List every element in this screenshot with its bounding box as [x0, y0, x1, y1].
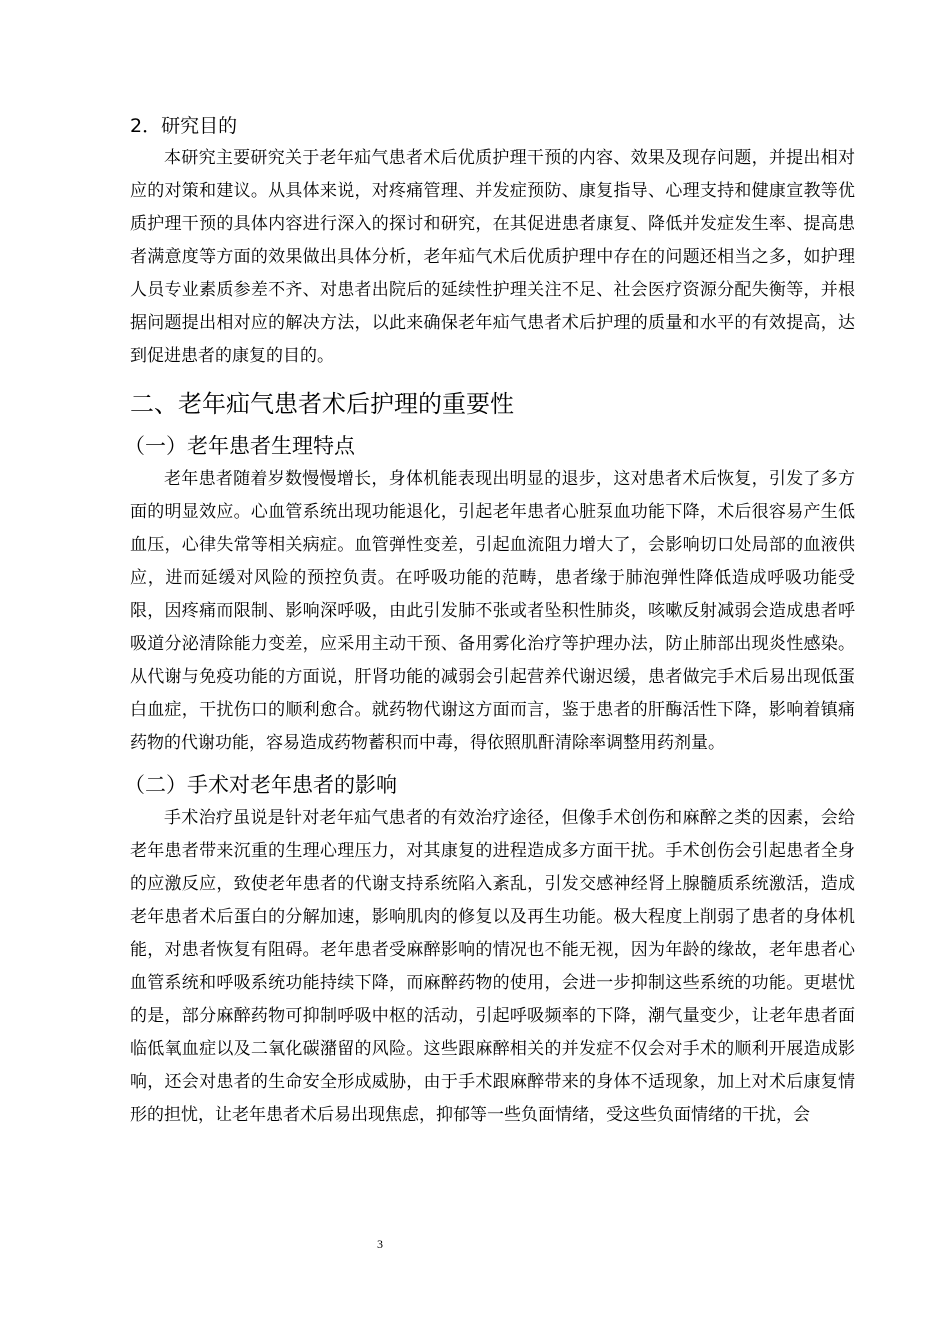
physiology-heading: （一）老年患者生理特点: [124, 434, 355, 458]
surgery-impact-heading: （二）手术对老年患者的影响: [124, 773, 397, 797]
page-number: 3: [377, 1237, 383, 1251]
page-content: [124, 112, 855, 1132]
chapter-heading: 二、老年疝气患者术后护理的重要性: [130, 390, 514, 418]
research-purpose-paragraph: 本研究主要研究关于老年疝气患者术后优质护理干预的内容、效果及现存问题，并提出相对应的对策和建议。从具体来说，对疼痛管理、并发症预防、康复指导、心理支持和健康宣教等优质护理干预的具体内容进行深入的探讨和研究，在其促进患者康复、降低并发症发生率、提高患者满意度等方面的效果做出具体分析，老年疝气术后优质护理中存在的问题还相当之多，如护理人员专业素质参差不齐、对患者出院后的延续性护理关注不足、社会医疗资源分配失衡等，并根据问题提出相对应的解决方法，以此来确保老年疝气患者术后护理的质量和水平的有效提高，达到促进患者的康复的目的。: [130, 148, 855, 366]
physiology-paragraph: 老年患者随着岁数慢慢增长，身体机能表现出明显的退步，这对患者术后恢复，引发了多方面的明显效应。心血管系统出现功能退化，引起老年患者心脏泵血功能下降，术后很容易产生低血压，心律失常等相关病症。血管弹性变差，引起血流阻力增大了，会影响切口处局部的血液供应，进而延缓对风险的预控负责。在呼吸功能的范畴，患者缘于肺泡弹性降低造成呼吸功能受限，因疼痛而限制、影响深呼吸，由此引发肺不张或者坠积性肺炎，咳嗽反射减弱会造成患者呼吸道分泌清除能力变差，应采用主动干预、备用雾化治疗等护理办法，防止肺部出现炎性感染。从代谢与免疫功能的方面说，肝肾功能的减弱会引起营养代谢迟缓，患者做完手术后易出现低蛋白血症，干扰伤口的顺利愈合。就药物代谢这方面而言，鉴于患者的肝酶活性下降，影响着镇痛药物的代谢功能，容易造成药物蓄积而中毒，得依照肌酐清除率调整用药剂量。: [130, 469, 855, 753]
surgery-impact-paragraph: 手术治疗虽说是针对老年疝气患者的有效治疗途径，但像手术创伤和麻醉之类的因素，会给老年患者带来沉重的生理心理压力，对其康复的进程造成多方面干扰。手术创伤会引起患者全身的应激反应，致使老年患者的代谢支持系统陷入紊乱，引发交感神经肾上腺髓质系统激活，造成老年患者术后蛋白的分解加速，影响肌肉的修复以及再生功能。极大程度上削弱了患者的身体机能，对患者恢复有阻碍。老年患者受麻醉影响的情况也不能无视，因为年龄的缘故，老年患者心血管系统和呼吸系统功能持续下降，而麻醉药物的使用，会进一步抑制这些系统的功能。更堪忧的是，部分麻醉药物可抑制呼吸中枢的活动，引起呼吸频率的下降，潮气量变少，让老年患者面临低氧血症以及二氧化碳潴留的风险。这些跟麻醉相关的并发症不仅会对手术的顺利开展造成影响，还会对患者的生命安全形成威胁，由于手术跟麻醉带来的身体不适现象，加上对术后康复情形的担忧，让老年患者术后易出现焦虑，抑郁等一些负面情绪，受这些负面情绪的干扰，会: [130, 808, 855, 1125]
research-purpose-heading: 2．研究目的: [130, 115, 238, 137]
